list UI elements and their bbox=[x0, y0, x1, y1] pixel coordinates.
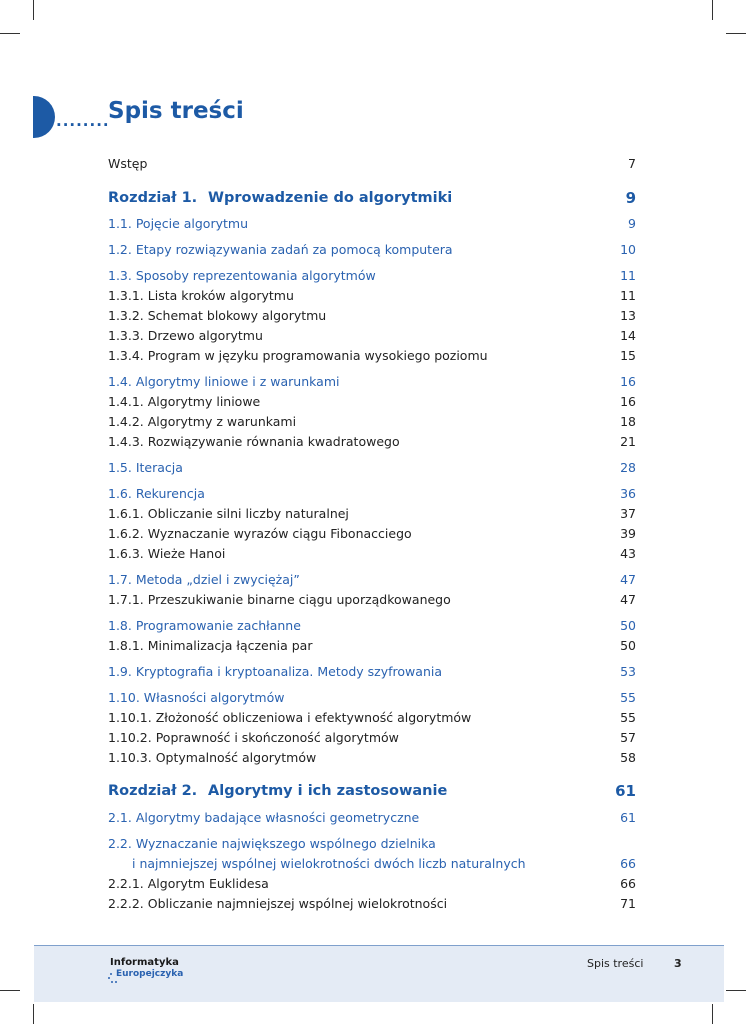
footer-section-title: Spis treści bbox=[587, 957, 644, 970]
crop-mark bbox=[726, 990, 746, 991]
toc-subentry[interactable]: 1.6.3. Wieże Hanoi 43 bbox=[108, 546, 636, 561]
toc-entry[interactable]: 1.9. Kryptografia i kryptoanaliza. Metody szyfrowania 53 bbox=[108, 664, 636, 679]
toc-subentry[interactable]: 1.3.2. Schemat blokowy algorytmu 13 bbox=[108, 308, 636, 323]
crop-mark bbox=[33, 0, 34, 20]
crop-mark bbox=[33, 1004, 34, 1024]
toc-subentry[interactable]: 1.4.3. Rozwiązywanie równania kwadratowego 21 bbox=[108, 434, 636, 449]
crop-mark bbox=[712, 1004, 713, 1024]
toc-subentry[interactable]: 2.2.1. Algorytm Euklidesa 66 bbox=[108, 876, 636, 891]
toc-subentry[interactable]: 1.6.2. Wyznaczanie wyrazów ciągu Fibonacciego 39 bbox=[108, 526, 636, 541]
toc-subentry[interactable]: 1.8.1. Minimalizacja łączenia par 50 bbox=[108, 638, 636, 653]
toc-subentry[interactable]: 1.7.1. Przeszukiwanie binarne ciągu uporządkowanego 47 bbox=[108, 592, 636, 607]
toc-subentry[interactable]: 1.10.2. Poprawność i skończoność algorytmów 57 bbox=[108, 730, 636, 745]
toc-entry[interactable]: 1.2. Etapy rozwiązywania zadań za pomocą komputera 10 bbox=[108, 242, 636, 257]
crop-mark bbox=[726, 33, 746, 34]
toc-entry[interactable]: 1.10. Własności algorytmów 55 bbox=[108, 690, 636, 705]
toc-entry[interactable]: 1.6. Rekurencja 36 bbox=[108, 486, 636, 501]
toc-entry[interactable]: 1.7. Metoda „dziel i zwyciężaj” 47 bbox=[108, 572, 636, 587]
toc-subentry[interactable]: 1.3.4. Program w języku programowania wysokiego poziomu 15 bbox=[108, 348, 636, 363]
toc-subentry[interactable]: 1.6.1. Obliczanie silni liczby naturalnej 37 bbox=[108, 506, 636, 521]
page-footer bbox=[34, 945, 724, 1002]
crop-mark bbox=[0, 990, 20, 991]
toc-entry[interactable]: 2.2. Wyznaczanie największego wspólnego dzielnika bbox=[108, 836, 436, 851]
crop-mark bbox=[712, 0, 713, 20]
toc-entry-continued[interactable]: i najmniejszej wspólnej wielokrotności dwóch liczb naturalnych 66 bbox=[132, 856, 636, 871]
toc-subentry[interactable]: 1.4.1. Algorytmy liniowe 16 bbox=[108, 394, 636, 409]
toc-subentry[interactable]: 1.3.1. Lista kroków algorytmu 11 bbox=[108, 288, 636, 303]
page-number: 3 bbox=[674, 957, 682, 970]
toc-entry[interactable]: Wstęp 7 bbox=[108, 156, 636, 171]
heading-dots: ........ bbox=[56, 112, 110, 130]
crop-mark bbox=[0, 33, 20, 34]
toc-entry[interactable]: 2.1. Algorytmy badające własności geometryczne 61 bbox=[108, 810, 636, 825]
toc-entry[interactable]: 1.3. Sposoby reprezentowania algorytmów 11 bbox=[108, 268, 636, 283]
toc-subentry[interactable]: 1.3.3. Drzewo algorytmu 14 bbox=[108, 328, 636, 343]
toc-entry[interactable]: 1.5. Iteracja 28 bbox=[108, 460, 636, 475]
toc-chapter[interactable]: Rozdział 1. Wprowadzenie do algorytmiki 9 bbox=[108, 189, 636, 207]
toc-subentry[interactable]: 1.10.3. Optymalność algorytmów 58 bbox=[108, 750, 636, 765]
logo-subtitle: Europejczyka bbox=[116, 969, 184, 979]
toc-entry[interactable]: 1.8. Programowanie zachłanne 50 bbox=[108, 618, 636, 633]
logo-title: Informatyka bbox=[110, 957, 179, 968]
toc-entry[interactable]: 1.4. Algorytmy liniowe i z warunkami 16 bbox=[108, 374, 636, 389]
toc-subentry[interactable]: 2.2.2. Obliczanie najmniejszej wspólnej wielokrotności 71 bbox=[108, 896, 636, 911]
toc-subentry[interactable]: 1.10.1. Złożoność obliczeniowa i efektywność algorytmów 55 bbox=[108, 710, 636, 725]
page-title: Spis treści bbox=[108, 98, 244, 124]
toc-entry[interactable]: 1.1. Pojęcie algorytmu 9 bbox=[108, 216, 636, 231]
toc-subentry[interactable]: 1.4.2. Algorytmy z warunkami 18 bbox=[108, 414, 636, 429]
toc-chapter[interactable]: Rozdział 2. Algorytmy i ich zastosowanie 61 bbox=[108, 782, 636, 800]
heading-marker bbox=[33, 96, 55, 138]
